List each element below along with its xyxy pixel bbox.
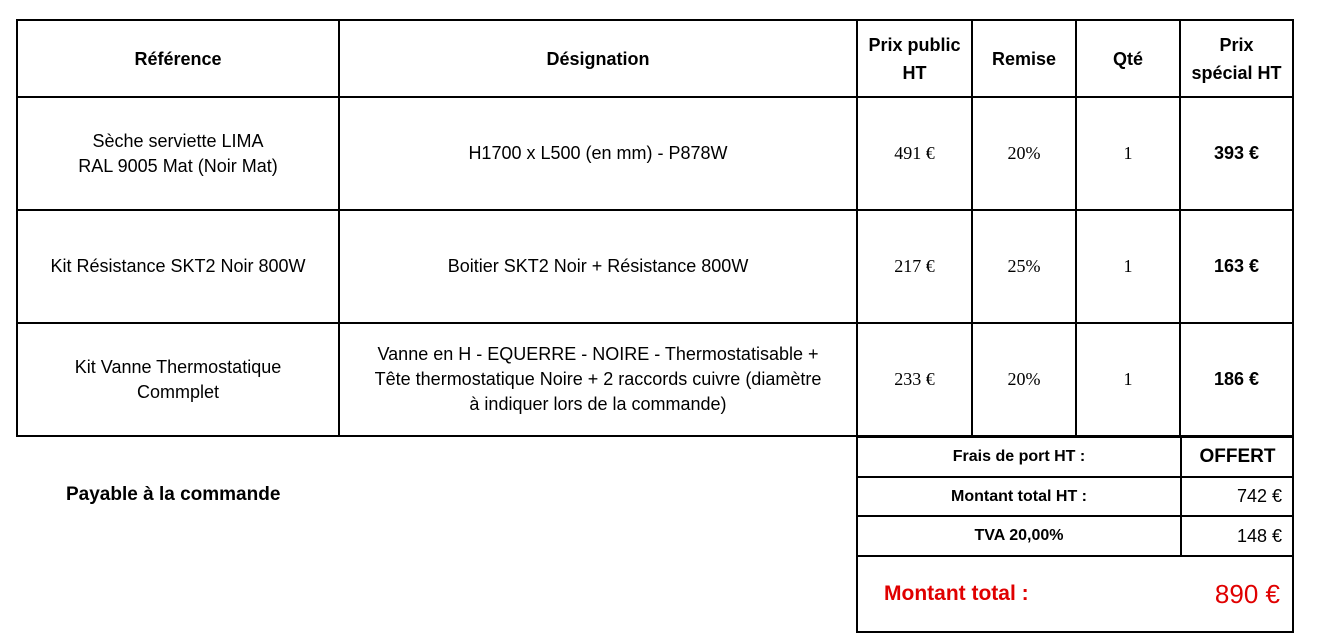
header-designation: Désignation — [339, 20, 857, 97]
totals-row-montant-ht — [857, 477, 1293, 516]
header-prix-public-line1: Prix public — [868, 34, 961, 55]
header-reference: Référence — [17, 20, 339, 97]
cell-designation — [339, 323, 857, 436]
header-qte: Qté — [1076, 20, 1180, 97]
table-row — [17, 97, 1293, 210]
cell-designation: H1700 x L500 (en mm) - P878W — [339, 97, 857, 210]
frais-port-value: OFFERT — [1181, 437, 1293, 477]
totals-table — [856, 436, 1294, 633]
designation-line3: à indiquer lors de la commande) — [469, 394, 727, 414]
reference-line2: RAL 9005 Mat (Noir Mat) — [78, 155, 278, 176]
cell-prix-special: 186 € — [1180, 323, 1293, 436]
quote-table — [16, 19, 1294, 437]
header-prix-special — [1180, 20, 1293, 97]
header-prix-special-line1: Prix — [1219, 34, 1254, 55]
cell-remise: 20% — [972, 97, 1076, 210]
montant-total-label-cell — [857, 556, 1181, 632]
cell-prix-special: 163 € — [1180, 210, 1293, 323]
cell-prix-public: 491 € — [857, 97, 972, 210]
payable-note: Payable à la commande — [66, 484, 281, 505]
cell-reference: Kit Résistance SKT2 Noir 800W — [17, 210, 339, 323]
cell-remise: 20% — [972, 323, 1076, 436]
table-row — [17, 210, 1293, 323]
header-prix-public — [857, 20, 972, 97]
header-remise: Remise — [972, 20, 1076, 97]
montant-ht-value: 742 € — [1181, 477, 1293, 516]
reference-line2: Commplet — [136, 381, 220, 402]
cell-qte: 1 — [1076, 97, 1180, 210]
cell-designation: Boitier SKT2 Noir + Résistance 800W — [339, 210, 857, 323]
totals-row-frais-port — [857, 437, 1293, 477]
reference-line1: Kit Vanne Thermostatique — [74, 356, 282, 377]
tva-label: TVA 20,00% — [857, 516, 1181, 556]
header-prix-special-line2: spécial HT — [1191, 62, 1282, 83]
totals-row-montant-total — [857, 556, 1293, 632]
cell-reference — [17, 97, 339, 210]
designation-line1: Vanne en H - EQUERRE - NOIRE - Thermostatisable + — [377, 344, 819, 364]
table-header-row — [17, 20, 1293, 97]
montant-total-label: Montant total : — [884, 582, 1029, 605]
tva-value: 148 € — [1181, 516, 1293, 556]
totals-row-tva — [857, 516, 1293, 556]
montant-ht-label: Montant total HT : — [857, 477, 1181, 516]
cell-reference — [17, 323, 339, 436]
montant-total-value-cell — [1181, 556, 1293, 632]
cell-qte: 1 — [1076, 323, 1180, 436]
frais-port-label: Frais de port HT : — [857, 437, 1181, 477]
montant-total-value: 890 € — [1214, 578, 1280, 609]
reference-line1: Sèche serviette LIMA — [92, 130, 264, 151]
cell-prix-public: 217 € — [857, 210, 972, 323]
designation-line2: Tête thermostatique Noire + 2 raccords cuivre (diamètre — [374, 369, 822, 389]
cell-remise: 25% — [972, 210, 1076, 323]
cell-qte: 1 — [1076, 210, 1180, 323]
header-prix-public-line2: HT — [902, 62, 927, 83]
cell-prix-special: 393 € — [1180, 97, 1293, 210]
table-row — [17, 323, 1293, 436]
cell-prix-public: 233 € — [857, 323, 972, 436]
